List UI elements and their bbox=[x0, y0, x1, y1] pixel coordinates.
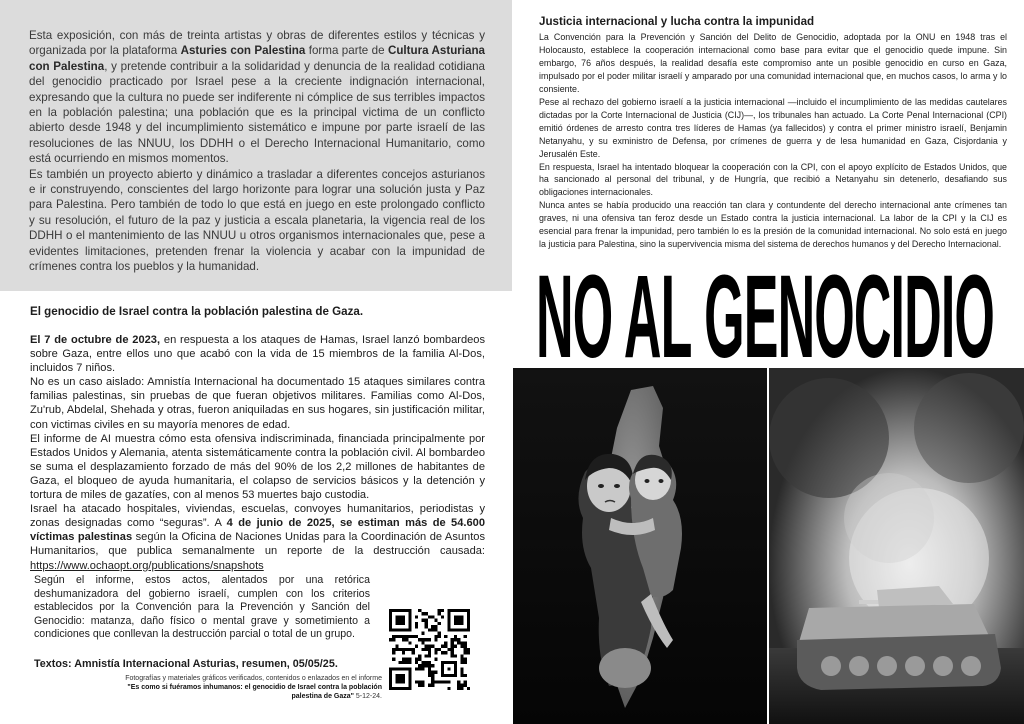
ocha-link[interactable]: https://www.ochaopt.org/publications/snapshots bbox=[30, 559, 264, 572]
report-paragraph: El informe de AI muestra cómo esta ofensiva indiscriminada, financiada principalmente por Estados Unidos y Alemania, atenta sistemáticamente contra la población civil. Al bombardeo se suma el desplazamiento forzado de más del 90% de los 2,2 millones de habitantes de Gaza, el bloqueo de ayuda humanitaria, el colapso de servicios básicos y la detención y tortura de miles de gazatíes, con al menos 53 muertes bajo custodia. bbox=[30, 432, 485, 502]
source-note bbox=[100, 674, 382, 701]
report-paragraph: No es un caso aislado: Amnistía Internacional ha documentado 15 ataques similares contra familias palestinas, sin pruebas de que fueran objetivos militares. Familias como Al-Dos, Zu'rub, Abdelal, Shehada y otras, fueron aniquiladas en sus hogares, sin justificación militar, con victimas civiles en su mayoría menores de edad. bbox=[30, 376, 485, 431]
report-section bbox=[0, 291, 512, 724]
qr-code[interactable] bbox=[389, 609, 470, 690]
report-paragraph bbox=[30, 502, 485, 572]
initiative-name: Cultura Asturiana con Palestina bbox=[29, 44, 486, 73]
intro-text-part: Esta exposición, con más de treinta artistas y obras de diferentes estilos y técnicas y organizada por la plataforma bbox=[29, 29, 485, 58]
justice-paragraph: La Convención para la Prevención y Sanción del Delito de Genocidio, adoptada por la ONU en 1948 tras el Holocausto, establece la cooperación internacional como base para evitar que el genocidio quede impune. Sin embargo, 76 años después, la realidad desafía este compromiso ante un posible genocidio en curso en Gaza, impulsado por el poder militar israelí y amparado por una comunidad internacional que, en muchos casos, lo arma y lo consiente. bbox=[539, 32, 1007, 94]
intro-text-part: , y pretende contribuir a la solidaridad y denuncia de la realidad cotidiana del genocidio practicado por Israel pese a la creciente indignación internacional, expresando que la cultura no puede ser indiferente ni cómplice de sus terribles impactos en la población palestina; una población que es la principal victima de un conflicto abierto desde 1948 y del incumplimiento sistemático e impune por parte israelí de las resoluciones de las NNUU, los DDHH o el Derecho Internacional Humanitario, como está ocurriendo en mismos momentos. bbox=[29, 59, 485, 166]
report-date: El 7 de octubre de 2023, bbox=[30, 334, 161, 346]
intro-text bbox=[29, 28, 485, 275]
report-text: según la Oficina de Naciones Unidas para la Coordinación de Asuntos Humanitarios, que publica semanalmente un reporte de la destrucción causada: bbox=[30, 531, 486, 558]
headline-text: NO AL GENOCIDIO bbox=[536, 262, 994, 368]
report-source-title: "Es como si fuéramos inhumanos: el genocidio de Israel contra la población palestina de Gaza" bbox=[127, 684, 382, 700]
report-text: en respuesta a los ataques de Hamas, Israel lanzó bombardeos sobre Gaza, entre ellos uno que acabó con la vida de 15 miembros de la familia Al-Dos, incluidos 7 niños. bbox=[30, 334, 486, 375]
justice-paragraph: En respuesta, Israel ha intentado bloquear la cooperación con la CPI, con el apoyo explícito de Estados Unidos, que ha sancionado al personal del tribunal, y de Hungría, que recibió a Netanyahu sin detenerlo, desafiando sus obligaciones internacionales. bbox=[539, 161, 1007, 198]
platform-name: Asturies con Palestina bbox=[180, 44, 306, 58]
headline bbox=[536, 262, 996, 368]
justice-body bbox=[539, 31, 1007, 251]
credits: Textos: Amnistía Internacional Asturias, resumen, 05/05/25. bbox=[34, 658, 338, 670]
justice-title: Justicia internacional y lucha contra la impunidad bbox=[539, 15, 815, 28]
report-paragraph bbox=[30, 333, 485, 375]
report-title: El genocidio de Israel contra la población palestina de Gaza. bbox=[30, 305, 364, 318]
intro-text-part: forma parte de bbox=[305, 44, 388, 58]
report-body bbox=[30, 333, 485, 573]
convention-text: Según el informe, estos actos, alentados por una retórica deshumanizadora del gobierno israelí, cumplen con los criterios establecidos por la Convención para la Prevención y Sanción del Genocidio: matanza, daño físico o mental grave y sometimiento a condiciones que conllevan la destrucción parcial o total de un grupo. bbox=[34, 574, 370, 641]
intro-paragraph-2: Es también un proyecto abierto y dinámico a trasladar a diferentes concejos asturianos e ir construyendo, conscientes del largo horizonte para lograr una solución justa y Paz para Palestina. Pero también de todo lo que está en juego en este prolongado conflicto y su resolución, el futuro de la paz y justicia a escala planetaria, la vigencia real de los DDHH o el mantenimiento de las NNUU u otros organismos internacionales que, pese a evidentes limitaciones, pretenden frenar la violencia y acabar con la impunidad de crímenes contra los pueblos y la humanidad. bbox=[29, 167, 485, 274]
justice-paragraph: Pese al rechazo del gobierno israelí a la justicia internacional —incluido el incumplimiento de las medidas cautelares dictadas por la Corte Internacional de Justicia (CIJ)—, los tribunales han actuado. La Corte Penal Internacional (CPI) emitió órdenes de arresto contra tres líderes de Hamas (ya fallecidos) y contra el primer ministro israelí, Benjamin Netanyahu, y su exministro de Defensa, por crímenes de guerra y de lesa humanidad en Gaza, Cisjordania y Jerusalén Este. bbox=[539, 96, 1007, 159]
children-illustration bbox=[513, 368, 767, 724]
source-note-text: Fotografías y materiales gráficos verificados, contenidos o enlazados en el informe bbox=[125, 675, 382, 682]
victims-figure: 4 de junio de 2025, se estiman más de 54.600 víctimas palestinas bbox=[30, 517, 485, 544]
intro-section bbox=[0, 0, 512, 291]
justice-paragraph: Nunca antes se había producido una reacción tan clara y contundente del derecho internacional ante crímenes tan graves, ni una ofensiva tan feroz desde un Estado contra la justicia internacional. La labor de la CPI y la CIJ es esencial para frenar la impunidad, pero también lo es la presión de la comunidad internacional. No solo está en juego la justicia para Palestina, sino la supervivencia misma del sistema de derechos humanos y del Derecho Internacional. bbox=[539, 200, 1007, 250]
report-text: Israel ha atacado hospitales, viviendas, escuelas, convoyes humanitarios, periodistas y zonas designadas como “seguras”. A bbox=[30, 503, 485, 530]
source-note-date: 5-12-24. bbox=[353, 693, 382, 700]
tank-illustration bbox=[769, 368, 1024, 724]
justice-section bbox=[512, 0, 1024, 270]
